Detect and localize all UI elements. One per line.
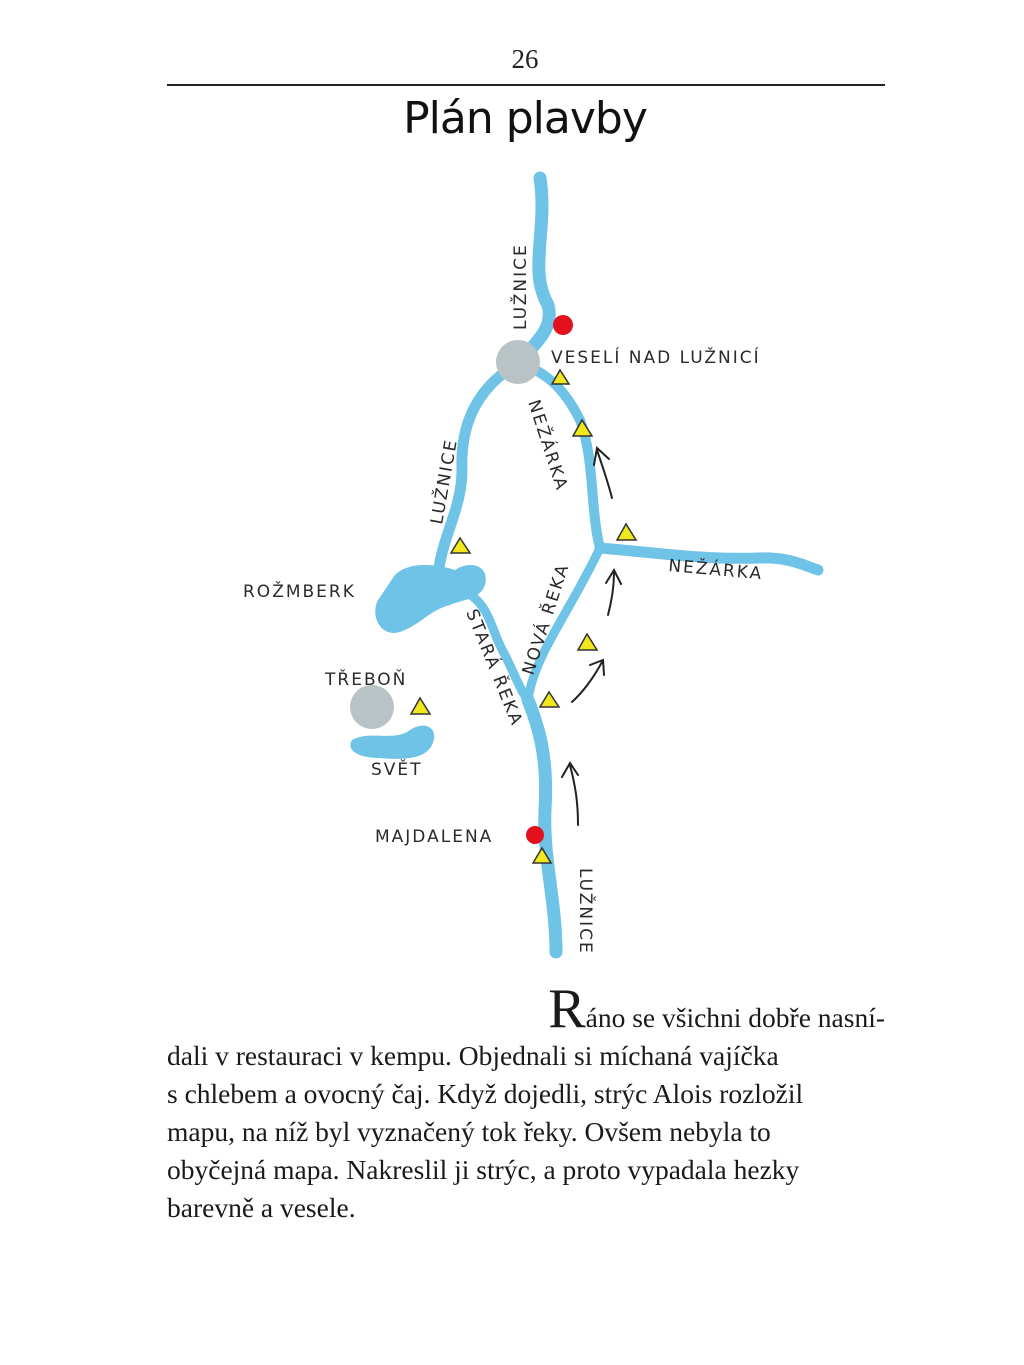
- text-line-4: mapu, na níž byl vyznačený tok řeky. Ovšem nebyla to: [167, 1116, 771, 1147]
- drop-cap: R: [548, 978, 586, 1040]
- camp-triangle: [411, 698, 430, 714]
- label-luznice-bottom: LUŽNICE: [575, 868, 595, 955]
- town-veseli: [496, 340, 540, 384]
- label-luznice-top: LUŽNICE: [511, 243, 531, 330]
- camp-triangle: [540, 692, 559, 707]
- label-luznice-left: LUŽNICE: [427, 436, 462, 526]
- label-nova-reka: NOVÁ ŘEKA: [518, 560, 574, 678]
- river-luznice-south: [528, 700, 556, 952]
- camp-triangle: [552, 370, 569, 384]
- text-line-2: dali v restauraci v kempu. Objednali si míchaná vajíčka: [167, 1040, 779, 1071]
- stop-veseli: [553, 315, 573, 335]
- label-svet: SVĚT: [371, 760, 423, 780]
- arrow-nezarka-junction: [606, 570, 621, 615]
- camp-triangle: [578, 634, 597, 650]
- label-nezarka-right: NEŽÁRKA: [667, 556, 764, 585]
- story-paragraph: [167, 978, 885, 1227]
- text-line-5: obyčejná mapa. Nakreslil ji strýc, a proto vypadala hezky: [167, 1154, 800, 1185]
- pond-svet: [350, 726, 434, 759]
- stop-majdalena: [526, 826, 544, 844]
- label-majdalena: MAJDALENA: [375, 827, 494, 847]
- text-line-6: barevně a vesele.: [167, 1192, 356, 1223]
- arrow-nova: [572, 660, 604, 702]
- label-stara-reka: STARÁ ŘEKA: [461, 606, 527, 730]
- text-line-3: s chlebem a ovocný čaj. Když dojedli, strýc Alois rozložil: [167, 1078, 804, 1109]
- label-trebon: TŘEBOŇ: [325, 670, 408, 690]
- label-nezarka-vertical: NEŽÁRKA: [523, 397, 572, 494]
- camp-triangle: [451, 538, 470, 553]
- text-line-1: Ráno se všichni dobře nasní-: [548, 978, 885, 1040]
- label-rozmberk: ROŽMBERK: [243, 582, 356, 602]
- town-trebon: [350, 685, 394, 729]
- page-number: 26: [511, 44, 539, 74]
- label-veseli: VESELÍ NAD LUŽNICÍ: [551, 348, 761, 368]
- arrow-south: [562, 763, 578, 825]
- page-title: Plán plavby: [403, 93, 647, 144]
- camp-triangle: [617, 524, 636, 540]
